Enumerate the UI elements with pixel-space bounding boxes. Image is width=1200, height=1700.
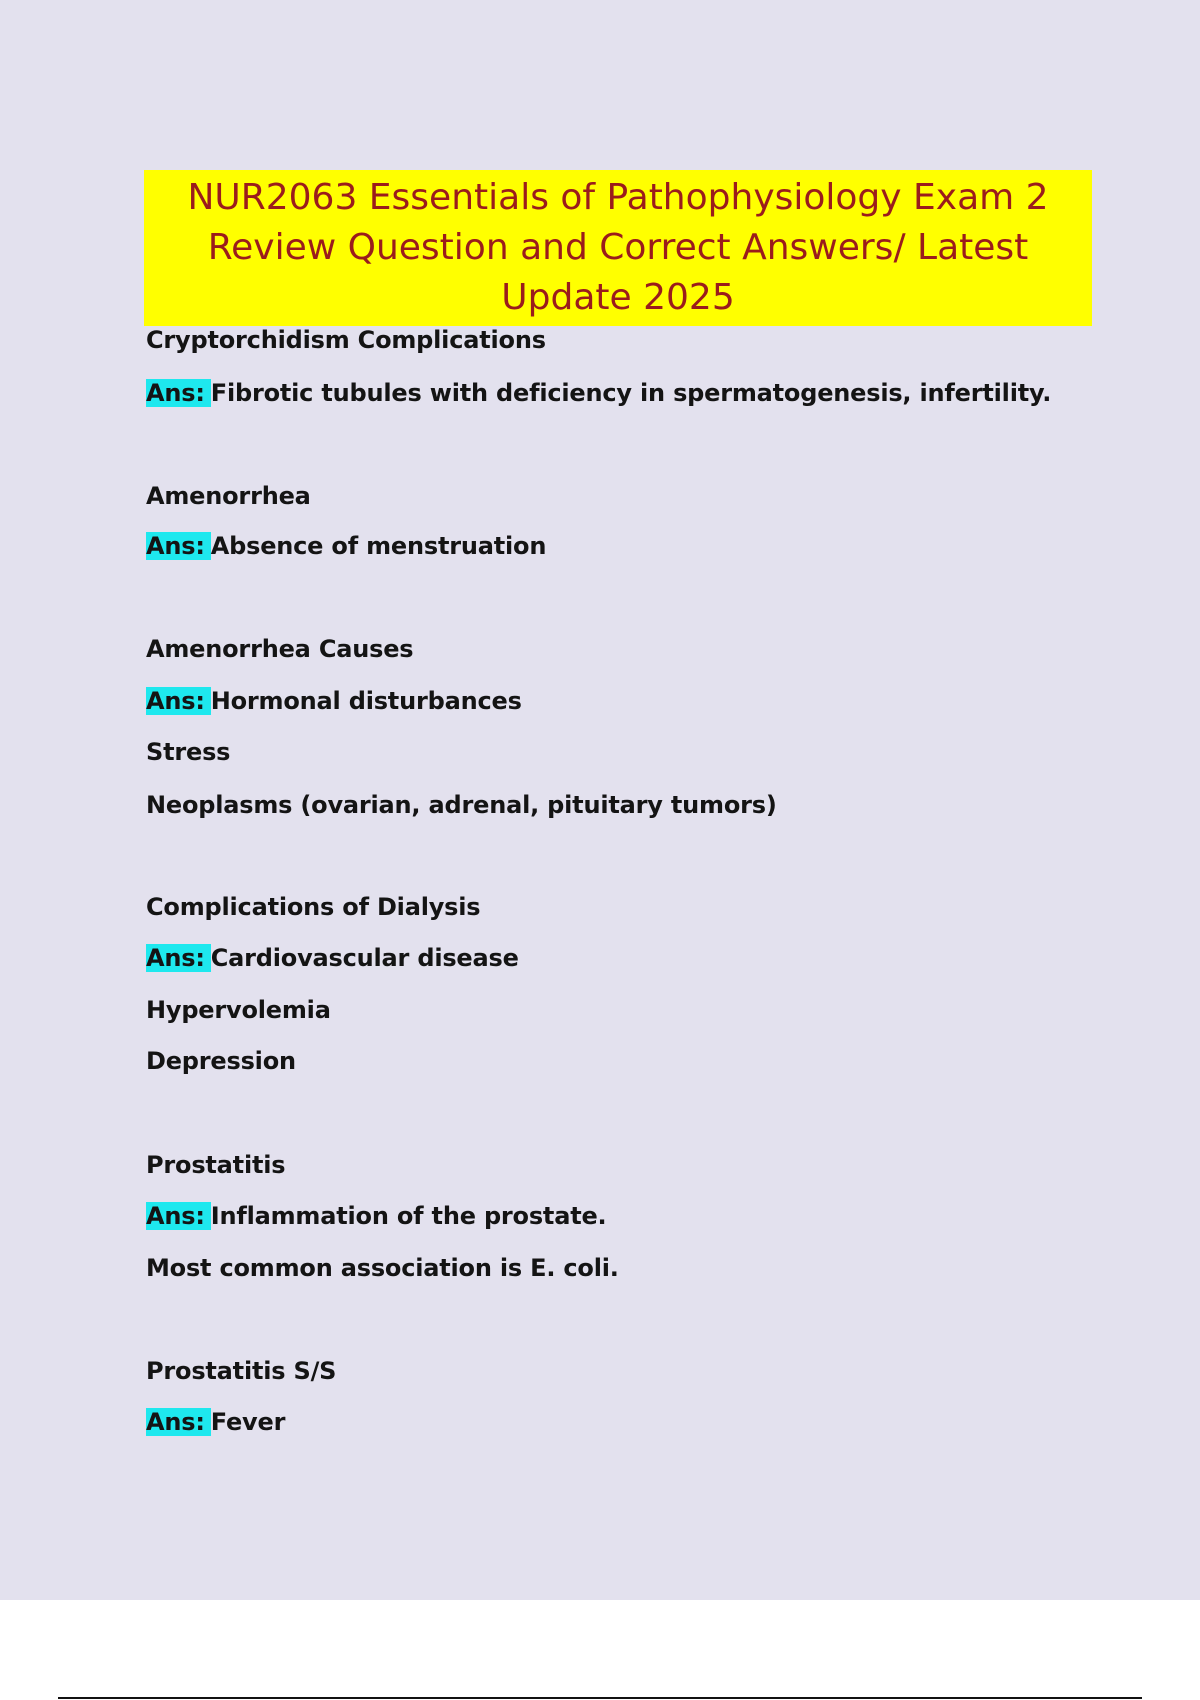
answer-text: Absence of menstruation [210,532,547,560]
question-prostatitis: Prostatitis [146,1151,286,1179]
answer-label: Ans: [146,944,211,972]
title-line-3: Update 2025 [501,277,735,318]
answer-label: Ans: [146,687,211,715]
answer-extra-line: Hypervolemia [146,996,331,1024]
answer-extra-line: Most common association is E. coli. [146,1254,619,1282]
answer-line [146,942,519,974]
answer-extra-line: Stress [146,738,231,766]
answer-line [146,685,522,717]
answer-label: Ans: [146,532,211,560]
footer-divider [58,1697,1142,1699]
title-line-1: NUR2063 Essentials of Pathophysiology Exam 2 [187,177,1049,218]
answer-label: Ans: [146,1202,211,1230]
answer-text: Hormonal disturbances [210,687,522,715]
answer-extra-line: Neoplasms (ovarian, adrenal, pituitary tumors) [146,791,777,819]
answer-line [146,1200,606,1232]
answer-label: Ans: [146,1408,211,1436]
answer-extra-line: Depression [146,1047,296,1075]
answer-text: Inflammation of the prostate. [210,1202,607,1230]
question-amenorrhea-causes: Amenorrhea Causes [146,635,414,663]
answer-line [146,1406,285,1438]
title-line-2: Review Question and Correct Answers/ Latest [207,227,1029,268]
answer-label: Ans: [146,379,211,407]
question-cryptorchidism-complications: Cryptorchidism Complications [146,326,546,354]
answer-text: Cardiovascular disease [210,944,519,972]
question-prostatitis-s-s: Prostatitis S/S [146,1357,337,1385]
answer-text: Fibrotic tubules with deficiency in spermatogenesis, infertility. [210,379,1052,407]
answer-line [146,377,1051,409]
answer-text: Fever [210,1408,286,1436]
answer-line [146,530,546,562]
document-title [144,170,1092,326]
question-complications-of-dialysis: Complications of Dialysis [146,893,481,921]
question-amenorrhea: Amenorrhea [146,482,311,510]
